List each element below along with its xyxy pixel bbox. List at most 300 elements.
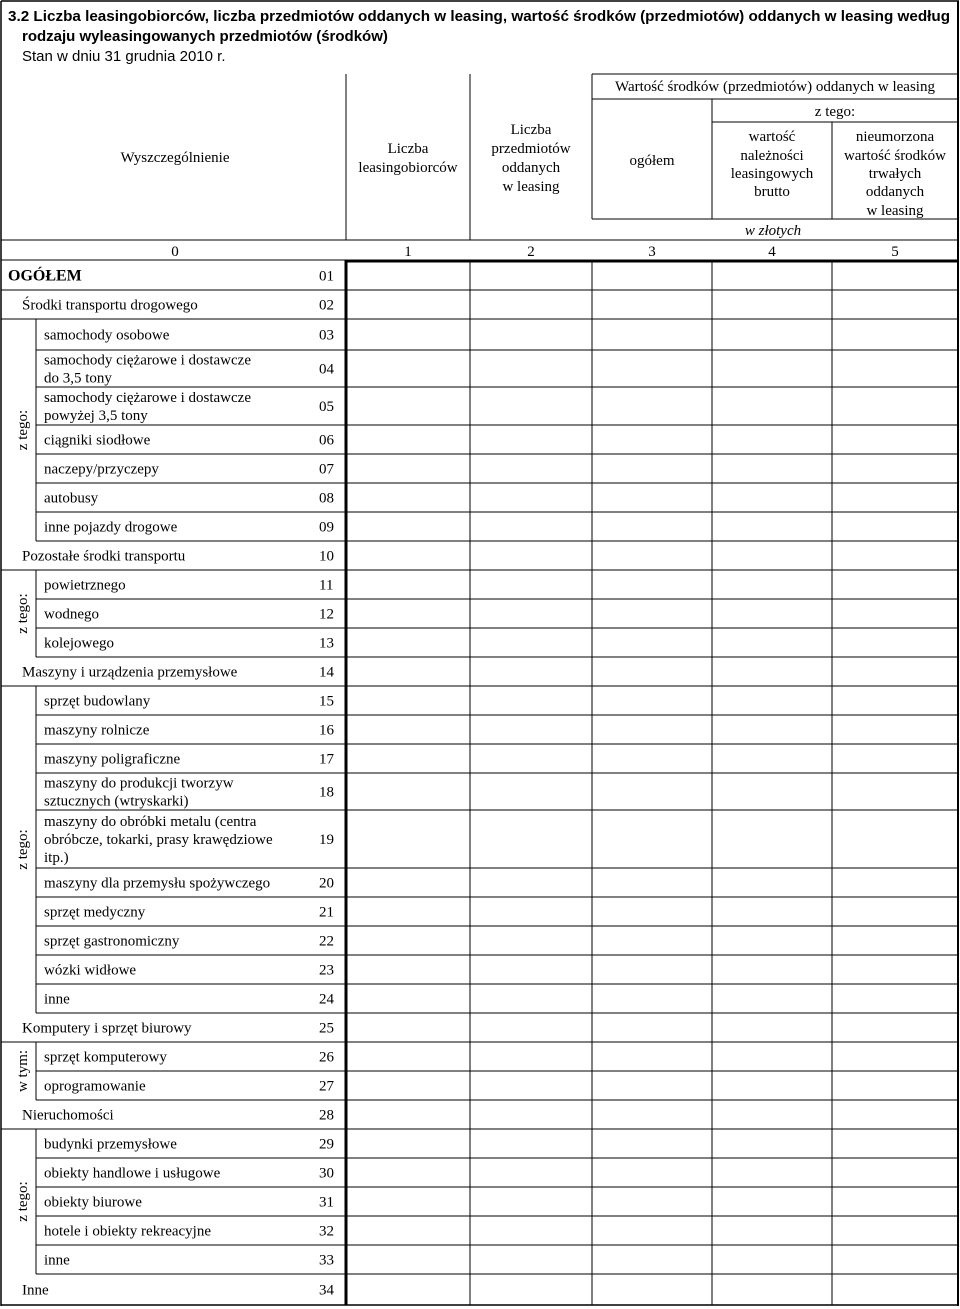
header-nieumorzona-l5: w leasing — [866, 203, 924, 219]
data-cell[interactable] — [346, 261, 470, 290]
row-code: 33 — [319, 1252, 334, 1269]
row-code: 24 — [319, 991, 334, 1008]
data-cell[interactable] — [832, 1100, 958, 1129]
table-row — [44, 1071, 958, 1100]
table-row — [44, 512, 958, 541]
data-cell[interactable] — [712, 773, 832, 810]
data-cell[interactable] — [832, 599, 958, 628]
table-row — [44, 686, 958, 715]
row-label: itp.) — [44, 850, 69, 866]
data-cell[interactable] — [346, 773, 470, 810]
data-cell[interactable] — [592, 454, 712, 483]
row-code: 03 — [319, 327, 334, 344]
data-cell[interactable] — [832, 319, 958, 350]
data-cell[interactable] — [470, 1071, 592, 1100]
data-cell[interactable] — [832, 454, 958, 483]
row-code: 16 — [319, 722, 334, 739]
data-cell[interactable] — [592, 897, 712, 926]
data-cell[interactable] — [592, 1042, 712, 1071]
header-wartosc-naleznosci-l3: leasingowych — [730, 166, 814, 182]
data-cell[interactable] — [346, 810, 470, 868]
side-group-label: z tego: — [15, 409, 31, 451]
table-row — [44, 984, 958, 1013]
header-nieumorzona-l4: oddanych — [865, 184, 925, 200]
data-cell[interactable] — [832, 1071, 958, 1100]
row-label: Środki transportu drogowego — [22, 297, 198, 314]
row-label: do 3,5 tony — [44, 370, 112, 387]
data-cell[interactable] — [346, 686, 470, 715]
row-code: 29 — [319, 1136, 334, 1153]
data-cell[interactable] — [832, 512, 958, 541]
row-label: Inne — [22, 1282, 49, 1299]
data-cell[interactable] — [470, 1158, 592, 1187]
side-group-label: z tego: — [15, 593, 31, 634]
data-cell[interactable] — [712, 984, 832, 1013]
data-cell[interactable] — [712, 1042, 832, 1071]
data-cell[interactable] — [832, 1129, 958, 1158]
data-cell[interactable] — [832, 926, 958, 955]
data-cell[interactable] — [592, 773, 712, 810]
header-wartosc-naleznosci-l4: brutto — [754, 184, 790, 200]
data-cell[interactable] — [346, 868, 470, 897]
data-cell[interactable] — [470, 1013, 592, 1042]
table-row — [22, 1013, 958, 1042]
data-cell[interactable] — [712, 599, 832, 628]
data-cell[interactable] — [346, 483, 470, 512]
row-label: sprzęt gastronomiczny — [44, 933, 180, 950]
data-cell[interactable] — [712, 686, 832, 715]
table-row — [44, 810, 958, 868]
table-row — [44, 1187, 958, 1216]
data-cell[interactable] — [346, 599, 470, 628]
data-cell[interactable] — [832, 773, 958, 810]
data-cell[interactable] — [470, 657, 592, 686]
row-code: 21 — [319, 904, 334, 921]
table-row — [44, 350, 958, 387]
row-label: Komputery i sprzęt biurowy — [22, 1020, 192, 1037]
data-cell[interactable] — [470, 1042, 592, 1071]
data-cell[interactable] — [832, 541, 958, 570]
data-cell[interactable] — [712, 1100, 832, 1129]
data-cell[interactable] — [470, 628, 592, 657]
data-cell[interactable] — [712, 512, 832, 541]
data-cell[interactable] — [712, 570, 832, 599]
data-cell[interactable] — [832, 1245, 958, 1274]
table-row — [22, 657, 958, 686]
data-cell[interactable] — [470, 350, 592, 387]
data-cell[interactable] — [712, 628, 832, 657]
row-label: maszyny poligraficzne — [44, 751, 181, 768]
data-cell[interactable] — [346, 350, 470, 387]
row-code: 09 — [319, 519, 334, 536]
row-label: hotele i obiekty rekreacyjne — [44, 1223, 212, 1240]
header-liczba-leasingobiorcow-l2: leasingobiorców — [358, 160, 458, 176]
row-label: powietrznego — [44, 577, 126, 594]
row-code: 31 — [319, 1194, 334, 1211]
data-cell[interactable] — [470, 1274, 592, 1305]
data-cell[interactable] — [712, 541, 832, 570]
data-cell[interactable] — [346, 1100, 470, 1129]
column-headers — [120, 79, 946, 260]
row-code: 34 — [319, 1282, 334, 1299]
header-liczba-przedmiotow-l2: przedmiotów — [491, 141, 571, 157]
table-row — [44, 1042, 958, 1071]
data-cell[interactable] — [470, 570, 592, 599]
data-cell[interactable] — [470, 715, 592, 744]
table-row — [44, 773, 958, 810]
data-cell[interactable] — [592, 1216, 712, 1245]
data-cell[interactable] — [346, 926, 470, 955]
table-row — [44, 1245, 958, 1274]
data-cell[interactable] — [592, 657, 712, 686]
data-cell[interactable] — [346, 541, 470, 570]
data-cell[interactable] — [470, 290, 592, 319]
table-title-line-1: 3.2 Liczba leasingobiorców, liczba przedmiotów oddanych w leasing, wartość środków (przedmiotów) oddanych w leasing według — [8, 8, 950, 25]
header-nieumorzona-l3: trwałych — [868, 166, 922, 182]
row-label: obróbcze, tokarki, prasy krawędziowe — [44, 832, 273, 848]
data-cell[interactable] — [832, 1187, 958, 1216]
data-cell[interactable] — [592, 599, 712, 628]
data-cell[interactable] — [346, 984, 470, 1013]
data-cell[interactable] — [832, 744, 958, 773]
data-cell[interactable] — [712, 454, 832, 483]
row-label: Pozostałe środki transportu — [22, 548, 186, 565]
row-label: wózki widłowe — [44, 962, 137, 979]
header-liczba-leasingobiorcow-l1: Liczba — [387, 141, 429, 157]
data-cell[interactable] — [470, 319, 592, 350]
column-number-3: 3 — [648, 244, 656, 260]
data-cell[interactable] — [592, 628, 712, 657]
table-row — [44, 868, 958, 897]
row-label: sztucznych (wtryskarki) — [44, 793, 189, 810]
data-cell[interactable] — [712, 1245, 832, 1274]
table-row — [44, 570, 958, 599]
row-code: 17 — [319, 751, 334, 768]
data-cell[interactable] — [712, 261, 832, 290]
table-title-line-2: rodzaju wyleasingowanych przedmiotów (środków) — [22, 28, 388, 45]
data-cell[interactable] — [470, 955, 592, 984]
data-cell[interactable] — [470, 1100, 592, 1129]
data-cell[interactable] — [592, 1071, 712, 1100]
row-label: ciągniki siodłowe — [44, 432, 151, 449]
data-cell[interactable] — [592, 425, 712, 454]
row-label: samochody osobowe — [44, 327, 170, 344]
data-cell[interactable] — [832, 290, 958, 319]
data-cell[interactable] — [712, 926, 832, 955]
data-cell[interactable] — [592, 1245, 712, 1274]
data-cell[interactable] — [712, 1216, 832, 1245]
row-code: 08 — [319, 490, 334, 507]
data-cell[interactable] — [346, 715, 470, 744]
row-code: 18 — [319, 784, 334, 801]
data-cell[interactable] — [832, 1013, 958, 1042]
row-code: 22 — [319, 933, 334, 950]
data-cell[interactable] — [832, 425, 958, 454]
row-label: inne — [44, 1252, 70, 1269]
data-cell[interactable] — [346, 1245, 470, 1274]
table-row — [44, 454, 958, 483]
row-code: 10 — [319, 548, 334, 565]
data-cell[interactable] — [712, 425, 832, 454]
data-cell[interactable] — [346, 1071, 470, 1100]
data-cell[interactable] — [712, 744, 832, 773]
side-group-label: z tego: — [15, 1181, 31, 1222]
data-cell[interactable] — [592, 261, 712, 290]
data-cell[interactable] — [832, 387, 958, 425]
data-cell[interactable] — [346, 955, 470, 984]
data-cell[interactable] — [832, 628, 958, 657]
data-cell[interactable] — [470, 744, 592, 773]
row-code: 01 — [319, 268, 334, 285]
data-cell[interactable] — [832, 715, 958, 744]
row-label: maszyny do produkcji tworzyw — [44, 775, 234, 792]
data-cell[interactable] — [832, 1274, 958, 1305]
data-cell[interactable] — [832, 897, 958, 926]
header-z-tego: z tego: — [814, 104, 856, 120]
row-label: OGÓŁEM — [8, 267, 82, 285]
data-cell[interactable] — [832, 955, 958, 984]
row-code: 06 — [319, 432, 334, 449]
data-cell[interactable] — [592, 926, 712, 955]
data-cell[interactable] — [712, 1158, 832, 1187]
side-group-label: z tego: — [15, 829, 31, 870]
data-cell[interactable] — [470, 512, 592, 541]
row-label: samochody ciężarowe i dostawcze — [44, 390, 251, 406]
data-cell[interactable] — [470, 387, 592, 425]
header-nieumorzona-l2: wartość środków — [843, 148, 947, 164]
data-cell[interactable] — [592, 350, 712, 387]
data-cell[interactable] — [346, 657, 470, 686]
data-cell[interactable] — [592, 810, 712, 868]
table-row — [44, 744, 958, 773]
side-labels — [15, 410, 31, 1222]
column-number-5: 5 — [891, 244, 899, 260]
data-cell[interactable] — [470, 454, 592, 483]
row-label: samochody ciężarowe i dostawcze — [44, 352, 251, 369]
data-cell[interactable] — [346, 319, 470, 350]
row-label: Maszyny i urządzenia przemysłowe — [22, 664, 238, 681]
column-number-0: 0 — [171, 244, 179, 260]
row-code: 27 — [319, 1078, 334, 1095]
data-cell[interactable] — [346, 1216, 470, 1245]
data-cell[interactable] — [346, 1129, 470, 1158]
data-cell[interactable] — [346, 454, 470, 483]
data-cell[interactable] — [470, 984, 592, 1013]
data-cell[interactable] — [346, 1274, 470, 1305]
data-cell[interactable] — [712, 657, 832, 686]
header-liczba-przedmiotow-l1: Liczba — [510, 122, 552, 138]
data-cell[interactable] — [470, 926, 592, 955]
data-cell[interactable] — [712, 290, 832, 319]
row-code: 30 — [319, 1165, 334, 1182]
data-cell[interactable] — [712, 715, 832, 744]
data-cell[interactable] — [346, 744, 470, 773]
data-cell[interactable] — [832, 261, 958, 290]
row-code: 15 — [319, 693, 334, 710]
data-cell[interactable] — [832, 984, 958, 1013]
data-cell[interactable] — [592, 744, 712, 773]
row-label: oprogramowanie — [44, 1078, 146, 1095]
table-row — [22, 1100, 958, 1129]
data-cell[interactable] — [470, 1129, 592, 1158]
data-cell[interactable] — [470, 425, 592, 454]
column-number-1: 1 — [404, 244, 412, 260]
column-number-2: 2 — [527, 244, 535, 260]
data-cell[interactable] — [832, 657, 958, 686]
data-cell[interactable] — [470, 1216, 592, 1245]
data-cell[interactable] — [470, 1187, 592, 1216]
data-cell[interactable] — [832, 868, 958, 897]
column-number-4: 4 — [768, 244, 776, 260]
row-code: 02 — [319, 297, 334, 314]
data-cell[interactable] — [592, 319, 712, 350]
data-cell[interactable] — [592, 483, 712, 512]
data-cell[interactable] — [592, 1013, 712, 1042]
row-code: 32 — [319, 1223, 334, 1240]
table-row — [22, 1274, 958, 1305]
header-wartosc-naleznosci-l1: wartość — [748, 129, 796, 145]
data-cell[interactable] — [832, 1042, 958, 1071]
data-cell[interactable] — [470, 868, 592, 897]
data-cell[interactable] — [832, 810, 958, 868]
row-code: 14 — [319, 664, 334, 681]
data-cell[interactable] — [346, 570, 470, 599]
data-cell[interactable] — [592, 290, 712, 319]
data-cell[interactable] — [592, 1187, 712, 1216]
data-cell[interactable] — [592, 715, 712, 744]
data-cell[interactable] — [712, 868, 832, 897]
data-cell[interactable] — [346, 425, 470, 454]
table-row — [44, 483, 958, 512]
data-cell[interactable] — [592, 984, 712, 1013]
table-body — [8, 261, 958, 1305]
header-ogolem: ogółem — [629, 153, 675, 169]
data-cell[interactable] — [346, 387, 470, 425]
table-row — [8, 261, 958, 290]
data-cell[interactable] — [346, 897, 470, 926]
row-code: 26 — [319, 1049, 334, 1066]
data-cell[interactable] — [712, 1274, 832, 1305]
table-row — [44, 1158, 958, 1187]
data-cell[interactable] — [470, 1245, 592, 1274]
data-cell[interactable] — [470, 897, 592, 926]
header-wartosc-group: Wartość środków (przedmiotów) oddanych w leasing — [615, 79, 935, 95]
data-cell[interactable] — [712, 1187, 832, 1216]
data-cell[interactable] — [592, 1100, 712, 1129]
row-label: autobusy — [44, 490, 99, 507]
data-cell[interactable] — [346, 290, 470, 319]
data-cell[interactable] — [712, 319, 832, 350]
table-row — [44, 926, 958, 955]
data-cell[interactable] — [832, 570, 958, 599]
data-cell[interactable] — [470, 773, 592, 810]
row-code: 20 — [319, 875, 334, 892]
data-cell[interactable] — [712, 810, 832, 868]
data-cell[interactable] — [346, 628, 470, 657]
row-label: obiekty biurowe — [44, 1194, 142, 1211]
data-cell[interactable] — [712, 350, 832, 387]
header-grid — [1, 74, 958, 260]
row-code: 19 — [319, 832, 334, 848]
row-label: budynki przemysłowe — [44, 1136, 177, 1153]
data-cell[interactable] — [346, 1187, 470, 1216]
row-label: sprzęt budowlany — [44, 693, 151, 710]
data-cell[interactable] — [470, 483, 592, 512]
row-label: obiekty handlowe i usługowe — [44, 1165, 221, 1182]
table-row — [44, 897, 958, 926]
row-label: maszyny do obróbki metalu (centra — [44, 814, 257, 830]
row-code: 12 — [319, 606, 334, 623]
data-cell[interactable] — [592, 686, 712, 715]
table-row — [44, 955, 958, 984]
data-cell[interactable] — [346, 1042, 470, 1071]
data-cell[interactable] — [346, 1013, 470, 1042]
data-cell[interactable] — [470, 541, 592, 570]
data-cell[interactable] — [832, 483, 958, 512]
table-row — [44, 319, 958, 350]
data-cell[interactable] — [346, 1158, 470, 1187]
data-cell[interactable] — [832, 350, 958, 387]
table-row — [44, 387, 958, 425]
data-cell[interactable] — [470, 599, 592, 628]
row-label: inne — [44, 991, 70, 1008]
table-row — [22, 290, 958, 319]
header-liczba-przedmiotow-l3: oddanych — [501, 160, 561, 176]
row-label: maszyny dla przemysłu spożywczego — [44, 875, 271, 892]
data-cell[interactable] — [592, 541, 712, 570]
data-cell[interactable] — [592, 512, 712, 541]
data-cell[interactable] — [712, 955, 832, 984]
header-nieumorzona-l1: nieumorzona — [855, 129, 935, 145]
data-cell[interactable] — [832, 1158, 958, 1187]
row-label: powyżej 3,5 tony — [44, 408, 148, 424]
data-cell[interactable] — [470, 686, 592, 715]
data-cell[interactable] — [832, 686, 958, 715]
data-cell[interactable] — [712, 387, 832, 425]
data-cell[interactable] — [592, 1274, 712, 1305]
header-wartosc-naleznosci-l2: należności — [740, 148, 804, 164]
row-code: 04 — [319, 361, 334, 378]
row-code: 13 — [319, 635, 334, 652]
row-label: maszyny rolnicze — [44, 722, 150, 739]
data-cell[interactable] — [712, 483, 832, 512]
row-label: inne pojazdy drogowe — [44, 519, 178, 536]
data-cell[interactable] — [346, 512, 470, 541]
data-cell[interactable] — [712, 1013, 832, 1042]
data-cell[interactable] — [592, 570, 712, 599]
table-row — [44, 715, 958, 744]
data-cell[interactable] — [592, 868, 712, 897]
data-cell[interactable] — [592, 387, 712, 425]
data-cell[interactable] — [592, 955, 712, 984]
row-label: Nieruchomości — [22, 1107, 114, 1124]
table-row — [44, 1216, 958, 1245]
data-cell[interactable] — [470, 261, 592, 290]
row-code: 28 — [319, 1107, 334, 1124]
row-code: 23 — [319, 962, 334, 979]
data-cell[interactable] — [712, 1071, 832, 1100]
data-cell[interactable] — [592, 1129, 712, 1158]
data-cell[interactable] — [470, 810, 592, 868]
data-cell[interactable] — [832, 1216, 958, 1245]
data-cell[interactable] — [712, 1129, 832, 1158]
row-code: 07 — [319, 461, 334, 478]
data-cell[interactable] — [592, 1158, 712, 1187]
table-row — [44, 425, 958, 454]
data-cell[interactable] — [712, 897, 832, 926]
row-code: 25 — [319, 1020, 334, 1037]
row-label: kolejowego — [44, 635, 114, 652]
